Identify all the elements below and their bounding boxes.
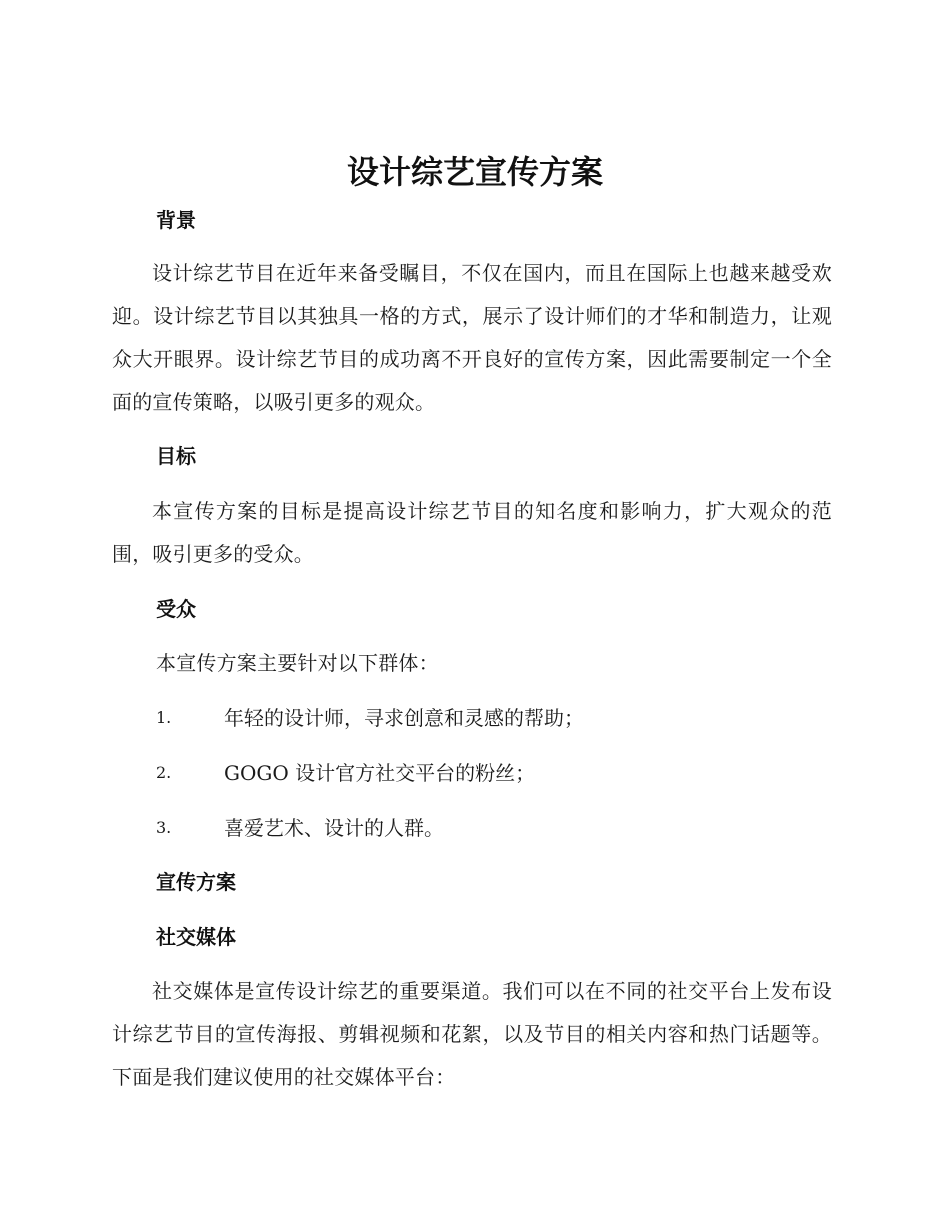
section-heading-goal: 目标 — [156, 444, 196, 468]
list-item — [156, 758, 836, 788]
audience-intro: 本宣传方案主要针对以下群体： — [156, 651, 439, 675]
goal-paragraph: 本宣传方案的目标是提高设计综艺节目的知名度和影响力，扩大观众的范围，吸引更多的受众。 — [112, 499, 832, 566]
list-text: GOGO 设计官方社交平台的粉丝； — [224, 761, 536, 785]
list-text: 年轻的设计师，寻求创意和灵感的帮助； — [224, 706, 584, 730]
section-heading-social: 社交媒体 — [156, 925, 236, 949]
section-heading-audience: 受众 — [156, 597, 196, 621]
list-item — [156, 813, 836, 843]
list-number: 1. — [156, 708, 172, 727]
section-heading-background: 背景 — [156, 208, 196, 232]
background-paragraph: 设计综艺节目在近年来备受瞩目，不仅在国内，而且在国际上也越来越受欢迎。设计综艺节目以其独具一格的方式，展示了设计师们的才华和制造力，让观众大开眼界。设计综艺节目的成功离不开良好的宣传方案，因此需要制定一个全面的宣传策略，以吸引更多的观众。 — [112, 261, 832, 414]
document-title: 设计综艺宣传方案 — [346, 153, 603, 191]
list-item — [156, 703, 836, 733]
list-number: 2. — [156, 763, 172, 782]
social-paragraph: 社交媒体是宣传设计综艺的重要渠道。我们可以在不同的社交平台上发布设计综艺节目的宣传海报、剪辑视频和花絮，以及节目的相关内容和热门话题等。下面是我们建议使用的社交媒体平台： — [112, 979, 832, 1089]
list-number: 3. — [156, 818, 172, 837]
list-text: 喜爱艺术、设计的人群。 — [224, 816, 444, 840]
section-heading-plan: 宣传方案 — [156, 870, 236, 894]
